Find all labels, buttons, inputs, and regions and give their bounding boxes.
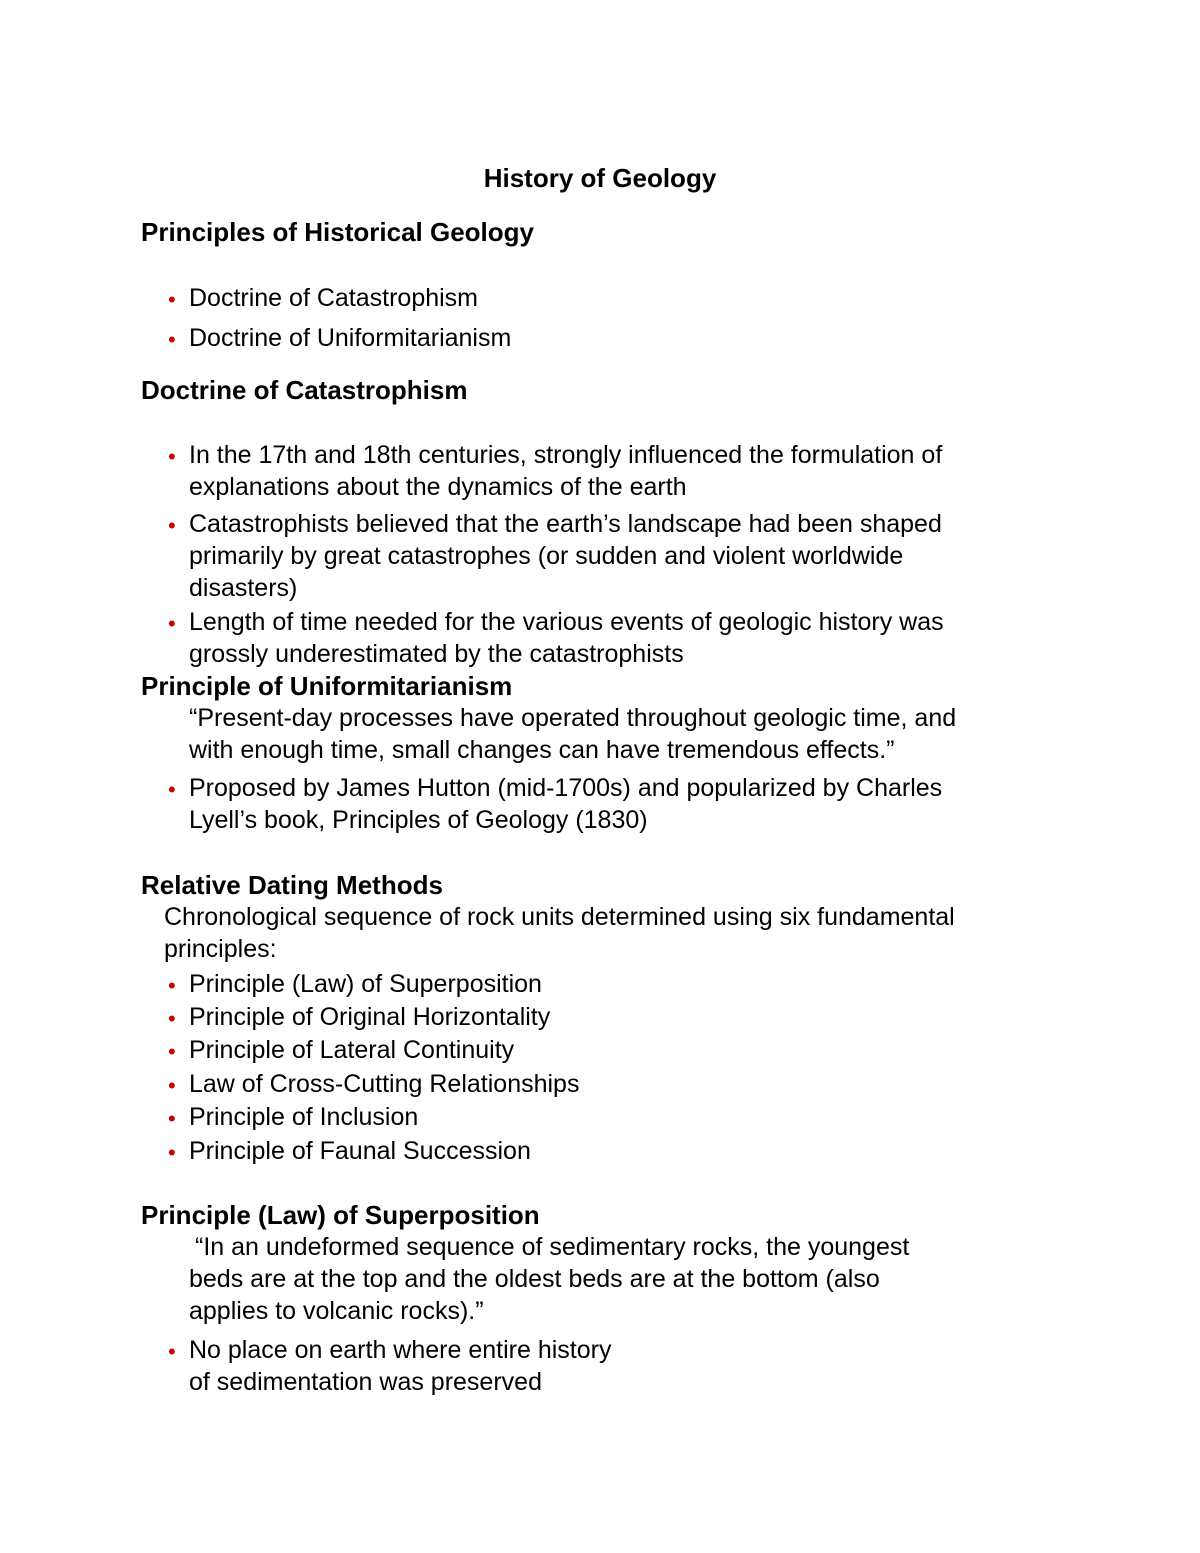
intro-line: principles: <box>164 935 277 963</box>
list-item-line: Catastrophists believed that the earth’s landscape had been shaped <box>189 510 942 538</box>
list-item: Doctrine of Catastrophism <box>189 284 479 312</box>
bullet-icon: • <box>168 287 176 312</box>
list-item-line: Length of time needed for the various events of geologic history was <box>189 608 944 636</box>
list-item: Principle (Law) of Superposition <box>189 970 542 998</box>
list-item-line: grossly underestimated by the catastrophists <box>189 640 684 668</box>
list-item-line: No place on earth where entire history <box>189 1336 612 1364</box>
list-item: Principle of Inclusion <box>189 1103 419 1131</box>
list-item-line: disasters) <box>189 574 298 602</box>
list-item-line: primarily by great catastrophes (or sudden and violent worldwide <box>189 542 904 570</box>
section-heading-uniformitarianism: Principle of Uniformitarianism <box>141 671 513 701</box>
intro-line: Chronological sequence of rock units determined using six fundamental <box>164 903 955 931</box>
bullet-icon: • <box>168 327 176 352</box>
bullet-icon: • <box>168 1006 176 1031</box>
list-item: Principle of Faunal Succession <box>189 1137 531 1165</box>
quote-line: beds are at the top and the oldest beds are at the bottom (also <box>189 1265 880 1293</box>
list-item: Principle of Lateral Continuity <box>189 1036 515 1064</box>
list-item-line: Lyell’s book, Principles of Geology (1830) <box>189 806 648 834</box>
list-item-line: In the 17th and 18th centuries, strongly influenced the formulation of <box>189 441 943 469</box>
bullet-icon: • <box>168 1039 176 1064</box>
bullet-icon: • <box>168 611 176 636</box>
bullet-icon: • <box>168 1339 176 1364</box>
document-title: History of Geology <box>483 163 717 193</box>
quote-line: “In an undeformed sequence of sedimentary rocks, the youngest <box>195 1233 910 1261</box>
list-item-line: of sedimentation was preserved <box>189 1368 542 1396</box>
bullet-icon: • <box>168 1073 176 1098</box>
bullet-icon: • <box>168 973 176 998</box>
quote-line: with enough time, small changes can have tremendous effects.” <box>189 736 895 764</box>
section-heading-relative-dating: Relative Dating Methods <box>141 870 443 900</box>
list-item: Law of Cross-Cutting Relationships <box>189 1070 580 1098</box>
bullet-icon: • <box>168 1106 176 1131</box>
section-heading-catastrophism: Doctrine of Catastrophism <box>141 375 468 405</box>
list-item-line: Proposed by James Hutton (mid-1700s) and popularized by Charles <box>189 774 943 802</box>
quote-line: applies to volcanic rocks).” <box>189 1297 484 1325</box>
bullet-icon: • <box>168 1140 176 1165</box>
list-item-line: explanations about the dynamics of the earth <box>189 473 687 501</box>
quote-line: “Present-day processes have operated throughout geologic time, and <box>189 704 957 732</box>
bullet-icon: • <box>168 513 176 538</box>
section-heading-superposition: Principle (Law) of Superposition <box>141 1200 540 1230</box>
bullet-icon: • <box>168 777 176 802</box>
list-item: Principle of Original Horizontality <box>189 1003 551 1031</box>
list-item: Doctrine of Uniformitarianism <box>189 324 512 352</box>
bullet-icon: • <box>168 444 176 469</box>
section-heading-principles: Principles of Historical Geology <box>141 217 534 247</box>
